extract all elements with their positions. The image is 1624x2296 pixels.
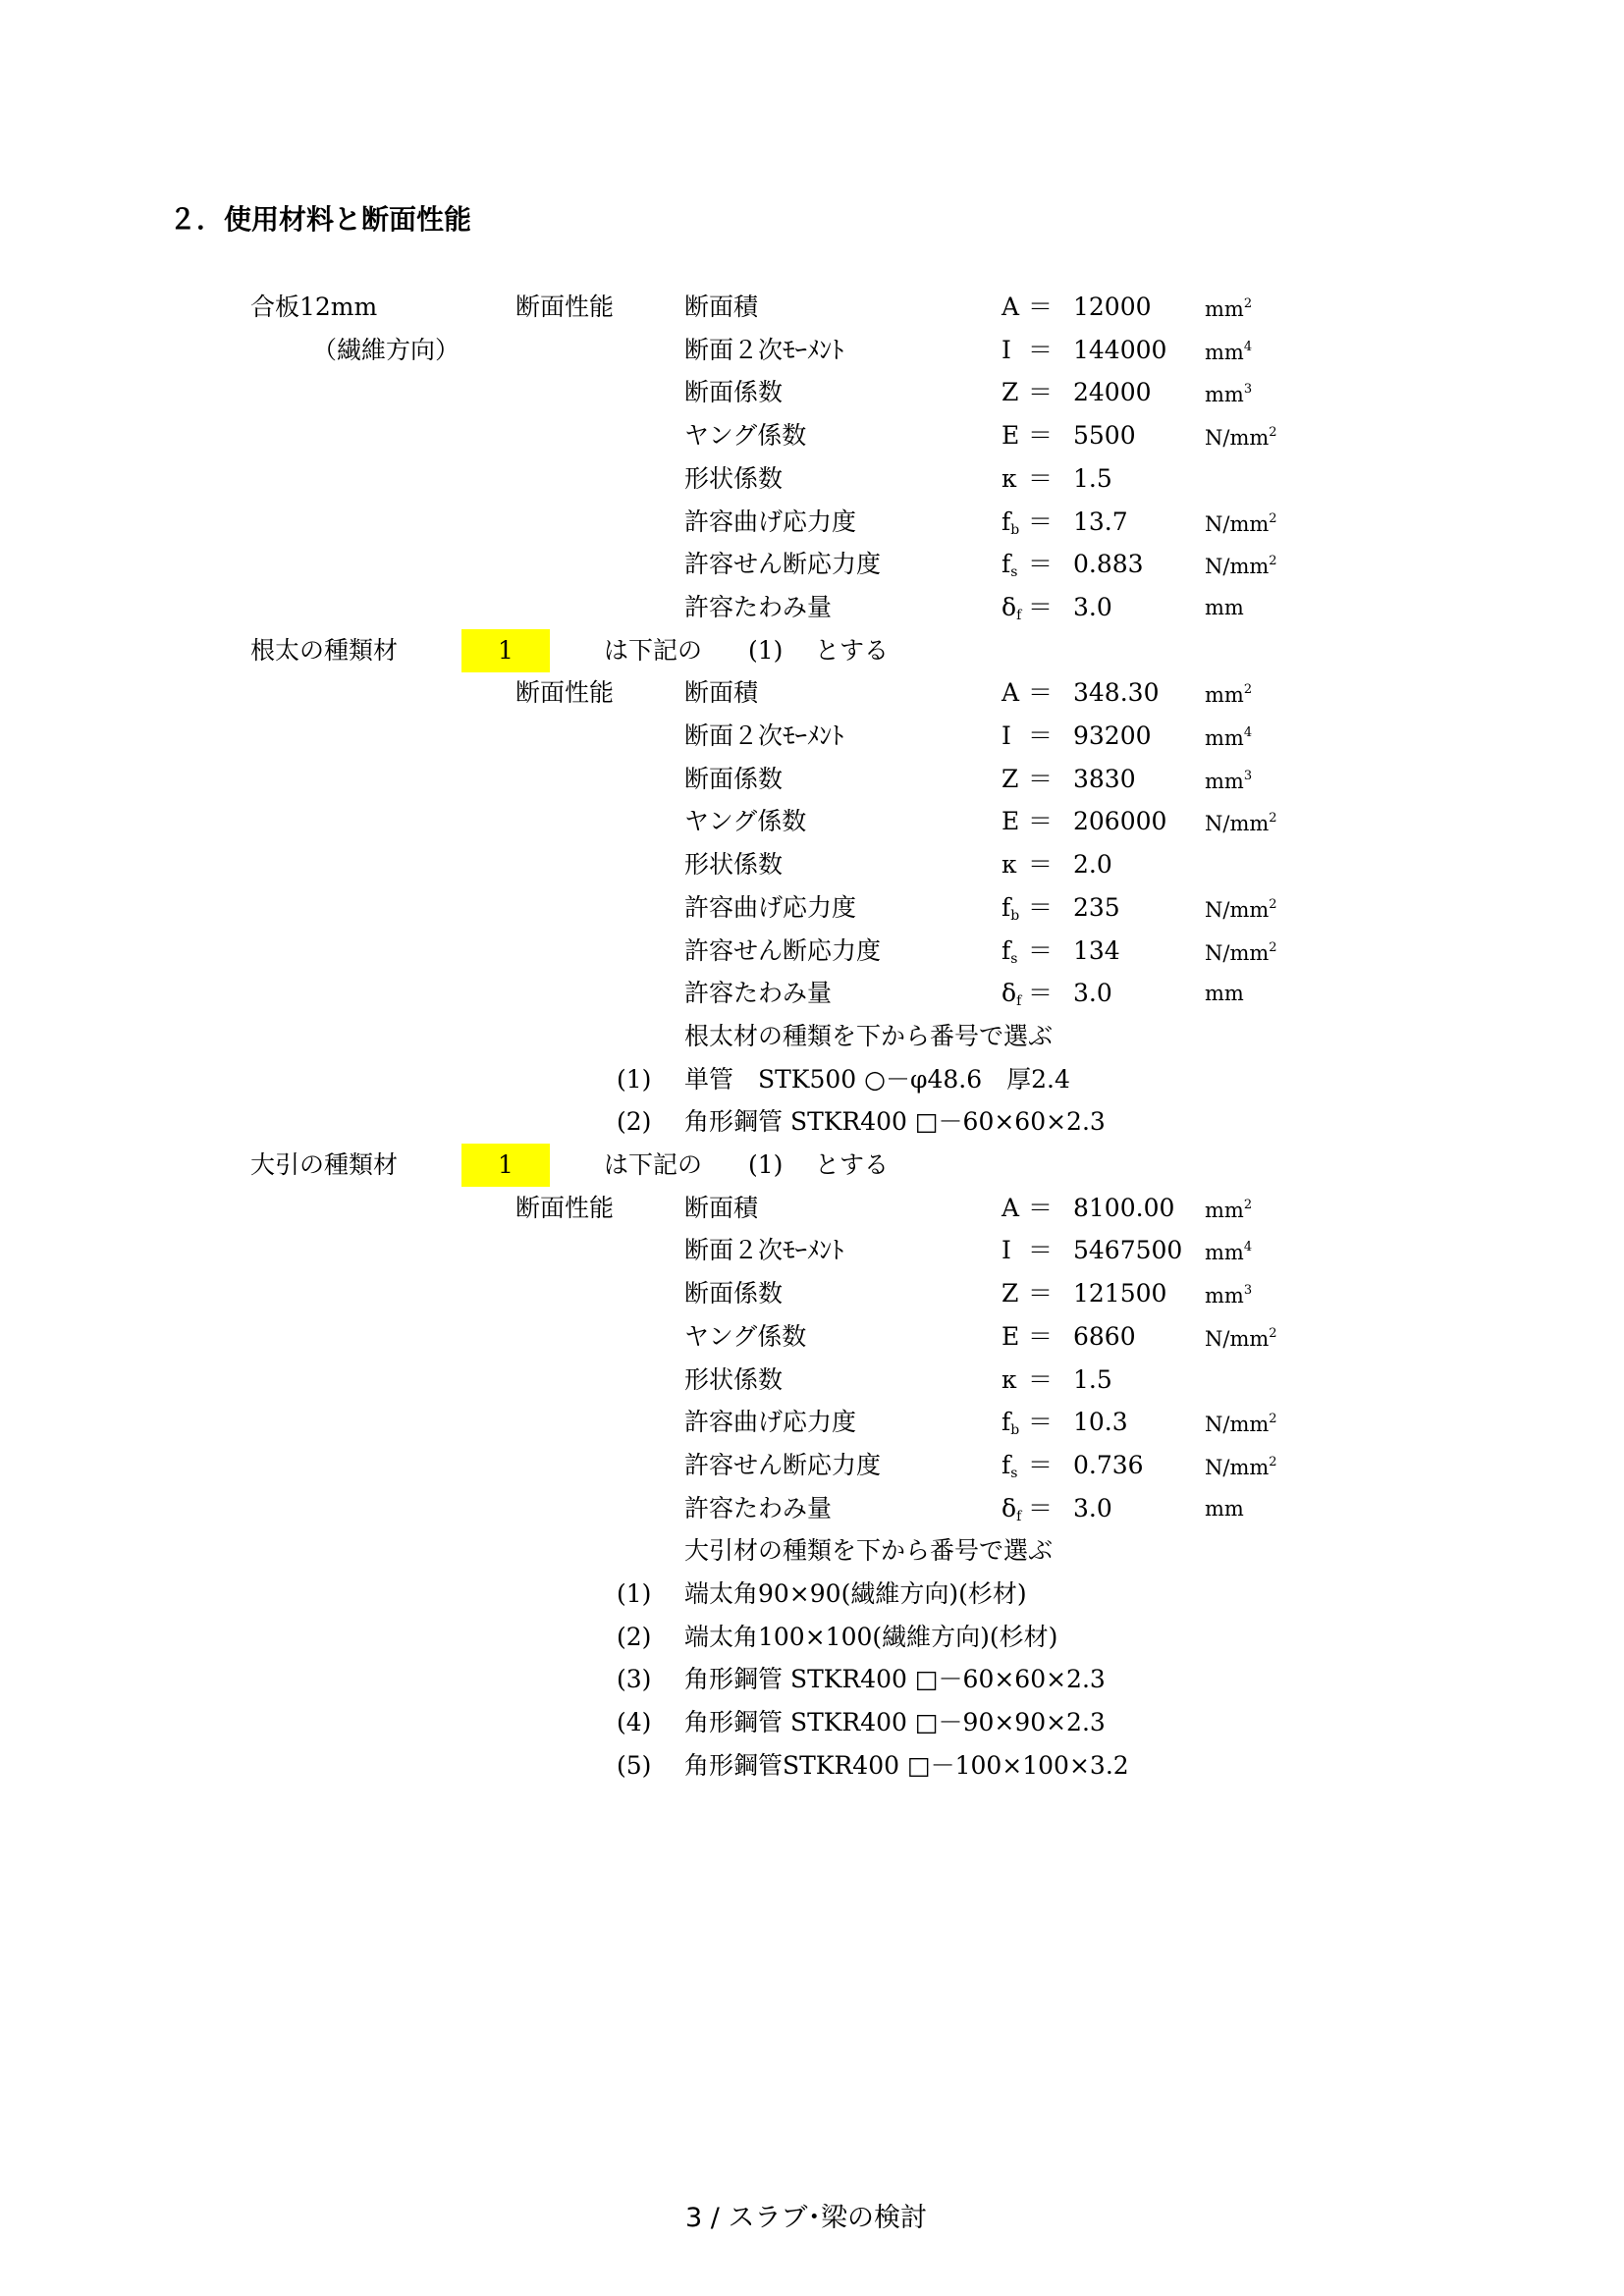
property-unit [1205, 984, 1244, 1004]
property-value: 5467500 [1073, 1236, 1183, 1265]
property-value: 348.30 [1073, 678, 1160, 708]
property-unit [1205, 1199, 1252, 1221]
symbol-subscript: f [1016, 993, 1022, 1010]
material-selection-input[interactable]: 1 [461, 629, 550, 672]
property-label: 断面係数 [684, 1279, 784, 1308]
property-symbol [1001, 1281, 1018, 1306]
equals-sign: ＝ [1028, 721, 1054, 750]
symbol-letter: E [1001, 421, 1020, 451]
symbol-letter: A [1001, 678, 1020, 708]
option-number: (4) [617, 1708, 652, 1737]
equals-sign: ＝ [1028, 550, 1054, 579]
property-value: 121500 [1073, 1279, 1167, 1308]
property-value: 1.5 [1073, 463, 1112, 493]
page-footer: 3 / スラブ･梁の検討 [685, 2203, 927, 2233]
property-label: 断面２次ﾓｰﾒﾝﾄ [684, 1236, 844, 1265]
property-symbol [1001, 1321, 1020, 1351]
property-value: 0.736 [1073, 1450, 1144, 1479]
equals-sign: ＝ [1028, 1279, 1054, 1308]
symbol-letter: δ [1001, 592, 1017, 621]
property-value: 235 [1073, 892, 1120, 922]
equals-sign: ＝ [1028, 463, 1054, 493]
symbol-letter: f [1001, 507, 1011, 536]
option-number: (2) [617, 1107, 652, 1137]
symbol-letter: δ [1001, 979, 1017, 1008]
symbol-letter: I [1001, 721, 1011, 750]
property-value: 6860 [1073, 1321, 1136, 1351]
property-unit [1205, 426, 1277, 449]
property-unit [1205, 555, 1277, 577]
unit-exponent: 2 [1269, 425, 1277, 441]
property-symbol [1001, 1493, 1022, 1524]
symbol-letter: κ [1001, 463, 1017, 493]
property-symbol [1001, 463, 1017, 493]
unit-text: N/mm [1205, 426, 1270, 451]
property-label: 許容せん断応力度 [684, 935, 882, 965]
option-number: (1) [617, 1064, 652, 1094]
property-unit [1205, 341, 1252, 363]
property-symbol [1001, 981, 1021, 1008]
symbol-subscript: s [1010, 1465, 1018, 1481]
selection-number: (1) [748, 1150, 784, 1179]
unit-text: N/mm [1205, 1326, 1270, 1351]
symbol-letter: E [1001, 807, 1020, 836]
option-number: (5) [617, 1750, 652, 1780]
joist-option[interactable]: 単管 STK500 ○－φ48.6 厚2.4 [684, 1064, 1070, 1094]
equals-sign: ＝ [1028, 1193, 1054, 1222]
symbol-subscript: f [1016, 607, 1022, 623]
symbol-letter: κ [1001, 1364, 1017, 1394]
beam-option[interactable]: 端太角100×100(繊維方向)(杉材) [684, 1622, 1058, 1651]
equals-sign: ＝ [1028, 421, 1054, 451]
property-label: 許容たわみ量 [684, 979, 833, 1008]
property-value: 3.0 [1073, 979, 1112, 1008]
equals-sign: ＝ [1028, 892, 1054, 922]
unit-exponent: 2 [1269, 811, 1277, 827]
symbol-letter: Z [1001, 764, 1019, 793]
unit-exponent: 2 [1269, 510, 1277, 526]
property-symbol [1001, 678, 1020, 708]
unit-exponent: 2 [1269, 939, 1277, 955]
property-label: 断面係数 [684, 378, 784, 407]
property-unit [1205, 1327, 1277, 1350]
property-symbol [1001, 935, 1018, 967]
property-value: 12000 [1073, 293, 1152, 321]
property-unit [1205, 770, 1252, 792]
equals-sign: ＝ [1028, 1408, 1054, 1437]
property-label: 断面積 [684, 1193, 759, 1222]
unit-text: mm [1205, 1241, 1244, 1265]
unit-text: mm [1205, 683, 1244, 708]
unit-text: mm [1205, 297, 1244, 321]
symbol-subscript: f [1016, 1508, 1022, 1524]
property-symbol [1001, 1193, 1020, 1222]
symbol-subscript: s [1010, 950, 1018, 967]
symbol-letter: I [1001, 335, 1011, 364]
property-unit [1205, 1284, 1252, 1307]
property-label: 断面係数 [684, 764, 784, 793]
equals-sign: ＝ [1028, 1364, 1054, 1394]
property-symbol [1001, 723, 1011, 748]
property-symbol [1001, 421, 1020, 451]
property-symbol [1001, 850, 1017, 880]
unit-exponent: 3 [1243, 1283, 1253, 1299]
property-value: 134 [1073, 935, 1120, 965]
property-label: 許容たわみ量 [684, 592, 833, 621]
symbol-subscript: b [1010, 907, 1020, 924]
unit-exponent: 2 [1269, 896, 1277, 912]
section-properties-label: 断面性能 [515, 678, 615, 708]
equals-sign: ＝ [1028, 1236, 1054, 1265]
unit-exponent: 4 [1243, 1240, 1253, 1255]
property-value: 3.0 [1073, 1493, 1112, 1522]
unit-exponent: 2 [1269, 554, 1277, 569]
section-properties-label: 断面性能 [515, 1193, 615, 1222]
selection-number: (1) [748, 635, 784, 665]
unit-text: N/mm [1205, 1413, 1270, 1437]
property-label: 断面２次ﾓｰﾒﾝﾄ [684, 721, 844, 750]
unit-text: mm [1205, 769, 1244, 793]
property-unit [1205, 683, 1252, 706]
property-value: 10.3 [1073, 1408, 1128, 1437]
property-unit [1205, 297, 1252, 320]
unit-text: mm [1205, 726, 1244, 750]
property-symbol [1001, 1364, 1017, 1394]
material-selection-input[interactable]: 1 [461, 1144, 550, 1187]
property-unit [1205, 1241, 1252, 1263]
symbol-letter: f [1001, 935, 1011, 965]
symbol-subscript: b [1010, 521, 1020, 538]
equals-sign: ＝ [1028, 678, 1054, 708]
property-symbol [1001, 892, 1020, 924]
beam-option[interactable]: 端太角90×90(繊維方向)(杉材) [684, 1579, 1027, 1608]
symbol-letter: f [1001, 550, 1011, 579]
property-label: 許容せん断応力度 [684, 550, 882, 579]
unit-text: mm [1205, 383, 1244, 407]
equals-sign: ＝ [1028, 293, 1054, 321]
property-value: 3.0 [1073, 592, 1112, 621]
section-properties-label: 断面性能 [515, 293, 615, 321]
property-label: ヤング係数 [684, 807, 807, 836]
equals-sign: ＝ [1028, 592, 1054, 621]
property-label: 断面積 [684, 678, 759, 708]
option-number: (1) [617, 1579, 652, 1608]
property-label: 許容曲げ応力度 [684, 1408, 857, 1437]
property-value: 3830 [1073, 764, 1136, 793]
property-unit [1205, 383, 1252, 405]
unit-text: mm [1205, 1284, 1244, 1308]
property-value: 144000 [1073, 335, 1167, 364]
material-name: 合板12mm [250, 293, 378, 321]
symbol-subscript: b [1010, 1422, 1020, 1439]
symbol-letter: E [1001, 1321, 1020, 1351]
symbol-letter: f [1001, 892, 1011, 922]
choose-instruction: 大引材の種類を下から番号で選ぶ [684, 1536, 1054, 1566]
option-number: (3) [617, 1665, 652, 1694]
property-symbol [1001, 764, 1019, 793]
property-symbol [1001, 335, 1011, 364]
unit-exponent: 2 [1243, 1197, 1253, 1212]
property-label: 許容たわみ量 [684, 1493, 833, 1522]
unit-exponent: 3 [1243, 768, 1253, 783]
property-label: ヤング係数 [684, 1321, 807, 1351]
choose-instruction: 根太材の種類を下から番号で選ぶ [684, 1021, 1054, 1050]
property-unit [1205, 512, 1277, 535]
property-label: 断面積 [684, 293, 759, 321]
selection-note: は下記の [604, 1150, 703, 1179]
section-heading: ２．使用材料と断面性能 [169, 203, 472, 236]
property-value: 0.883 [1073, 550, 1144, 579]
property-value: 8100.00 [1073, 1193, 1175, 1222]
beam-option[interactable]: 角形鋼管 STKR400 □－60×60×2.3 [684, 1665, 1106, 1694]
unit-exponent: 3 [1243, 382, 1253, 398]
property-unit [1205, 812, 1277, 834]
property-symbol [1001, 1410, 1019, 1437]
property-symbol [1001, 1450, 1018, 1481]
property-symbol [1001, 378, 1019, 407]
unit-text: mm [1205, 595, 1244, 619]
property-label: 許容曲げ応力度 [684, 507, 857, 536]
unit-text: mm [1205, 340, 1244, 364]
property-symbol [1001, 294, 1019, 319]
equals-sign: ＝ [1028, 850, 1054, 880]
property-symbol [1001, 509, 1019, 537]
equals-sign: ＝ [1028, 764, 1054, 793]
property-label: 形状係数 [684, 850, 784, 880]
property-unit [1205, 1413, 1277, 1435]
unit-exponent: 2 [1269, 1325, 1277, 1341]
property-unit [1205, 1456, 1277, 1478]
property-label: 許容曲げ応力度 [684, 892, 857, 922]
property-symbol [1001, 807, 1020, 836]
symbol-letter: f [1001, 1408, 1011, 1437]
symbol-letter: δ [1001, 1493, 1017, 1522]
property-value: 2.0 [1073, 850, 1112, 880]
equals-sign: ＝ [1028, 1450, 1054, 1479]
symbol-letter: Z [1001, 378, 1019, 407]
property-symbol [1001, 1236, 1011, 1265]
unit-exponent: 2 [1269, 1454, 1277, 1469]
equals-sign: ＝ [1028, 335, 1054, 364]
material-type-label: 根太の種類材 [250, 635, 399, 665]
equals-sign: ＝ [1028, 378, 1054, 407]
unit-text: N/mm [1205, 897, 1270, 922]
unit-text: N/mm [1205, 511, 1270, 536]
property-unit [1205, 898, 1277, 921]
material-direction: （繊維方向） [312, 335, 460, 364]
symbol-letter: A [1001, 293, 1020, 321]
symbol-letter: f [1001, 1450, 1011, 1479]
unit-text: mm [1205, 982, 1244, 1006]
property-label: 形状係数 [684, 463, 784, 493]
property-value: 24000 [1073, 378, 1152, 407]
property-value: 93200 [1073, 721, 1152, 750]
unit-exponent: 2 [1269, 1412, 1277, 1427]
property-unit [1205, 595, 1244, 619]
property-label: ヤング係数 [684, 421, 807, 451]
property-unit [1205, 1496, 1244, 1521]
equals-sign: ＝ [1028, 1321, 1054, 1351]
unit-text: mm [1205, 1198, 1244, 1222]
material-type-label: 大引の種類材 [250, 1150, 399, 1179]
unit-text: mm [1205, 1496, 1244, 1521]
unit-exponent: 2 [1243, 682, 1253, 698]
beam-option[interactable]: 角形鋼管STKR400 □－100×100×3.2 [684, 1750, 1129, 1780]
option-number: (2) [617, 1622, 652, 1651]
unit-text: N/mm [1205, 1455, 1270, 1479]
property-value: 1.5 [1073, 1364, 1112, 1394]
equals-sign: ＝ [1028, 1493, 1054, 1522]
property-value: 13.7 [1073, 507, 1128, 536]
unit-text: N/mm [1205, 812, 1270, 836]
unit-exponent: 4 [1243, 725, 1253, 740]
property-symbol [1001, 592, 1022, 623]
property-unit [1205, 726, 1252, 749]
unit-exponent: 2 [1243, 296, 1253, 311]
property-unit [1205, 941, 1277, 964]
joist-option[interactable]: 角形鋼管 STKR400 □－60×60×2.3 [684, 1107, 1106, 1137]
beam-option[interactable]: 角形鋼管 STKR400 □－90×90×2.3 [684, 1708, 1106, 1737]
unit-text: N/mm [1205, 555, 1270, 579]
equals-sign: ＝ [1028, 507, 1054, 536]
equals-sign: ＝ [1028, 935, 1054, 965]
symbol-letter: Z [1001, 1279, 1019, 1308]
selection-note: は下記の [604, 635, 703, 665]
selection-note-suffix: とする [815, 635, 890, 665]
symbol-letter: A [1001, 1193, 1020, 1222]
unit-exponent: 4 [1243, 339, 1253, 354]
property-label: 許容せん断応力度 [684, 1450, 882, 1479]
symbol-letter: I [1001, 1236, 1011, 1265]
property-label: 断面２次ﾓｰﾒﾝﾄ [684, 335, 844, 364]
symbol-letter: κ [1001, 850, 1017, 880]
symbol-subscript: s [1010, 564, 1018, 581]
property-label: 形状係数 [684, 1364, 784, 1394]
equals-sign: ＝ [1028, 979, 1054, 1008]
equals-sign: ＝ [1028, 807, 1054, 836]
selection-note-suffix: とする [815, 1150, 890, 1179]
unit-text: N/mm [1205, 940, 1270, 965]
property-value: 5500 [1073, 421, 1136, 451]
property-symbol [1001, 552, 1017, 579]
property-value: 206000 [1073, 807, 1167, 836]
